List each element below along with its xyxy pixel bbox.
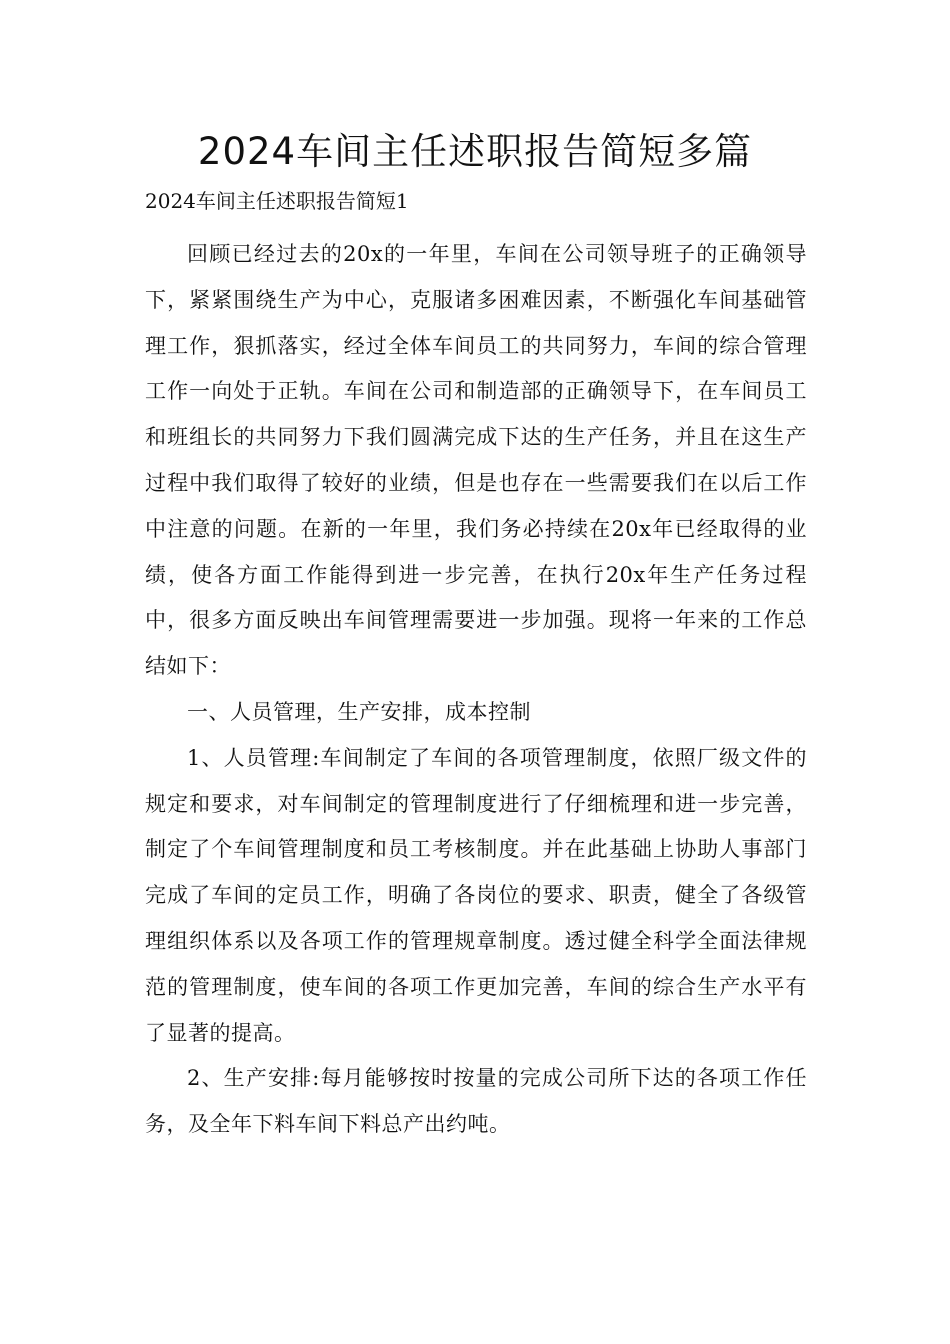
section-heading: 一、人员管理，生产安排，成本控制 <box>187 699 531 724</box>
document-body <box>145 232 807 1148</box>
paragraph-intro: 回顾已经过去的20x的一年里，车间在公司领导班子的正确领导下，紧紧围绕生产为中心，克服诸多困难因素，不断强化车间基础管理工作，狠抓落实，经过全体车间员工的共同努力，车间的综合管理工作一向处于正轨。车间在公司和制造部的正确领导下，在车间员工和班组长的共同努力下我们圆满完成下达的生产任务，并且在这生产过程中我们取得了较好的业绩，但是也存在一些需要我们在以后工作中注意的问题。在新的一年里，我们务必持续在20x年已经取得的业绩，使各方面工作能得到进一步完善，在执行20x年生产任务过程中，很多方面反映出车间管理需要进一步加强。现将一年来的工作总结如下： <box>145 242 807 679</box>
paragraph-personnel: 1、人员管理:车间制定了车间的各项管理制度，依照厂级文件的规定和要求，对车间制定的管理制度进行了仔细梳理和进一步完善，制定了个车间管理制度和员工考核制度。并在此基础上协助人事部门完成了车间的定员工作，明确了各岗位的要求、职责，健全了各级管理组织体系以及各项工作的管理规章制度。透过健全科学全面法律规范的管理制度，使车间的各项工作更加完善，车间的综合生产水平有了显著的提高。 <box>145 745 807 1045</box>
document-subtitle: 2024车间主任述职报告简短1 <box>145 189 409 213</box>
paragraph-production: 2、生产安排:每月能够按时按量的完成公司所下达的各项工作任务，及全年下料车间下料总产出约吨。 <box>145 1066 807 1137</box>
document-title: 2024车间主任述职报告简短多篇 <box>197 130 753 173</box>
